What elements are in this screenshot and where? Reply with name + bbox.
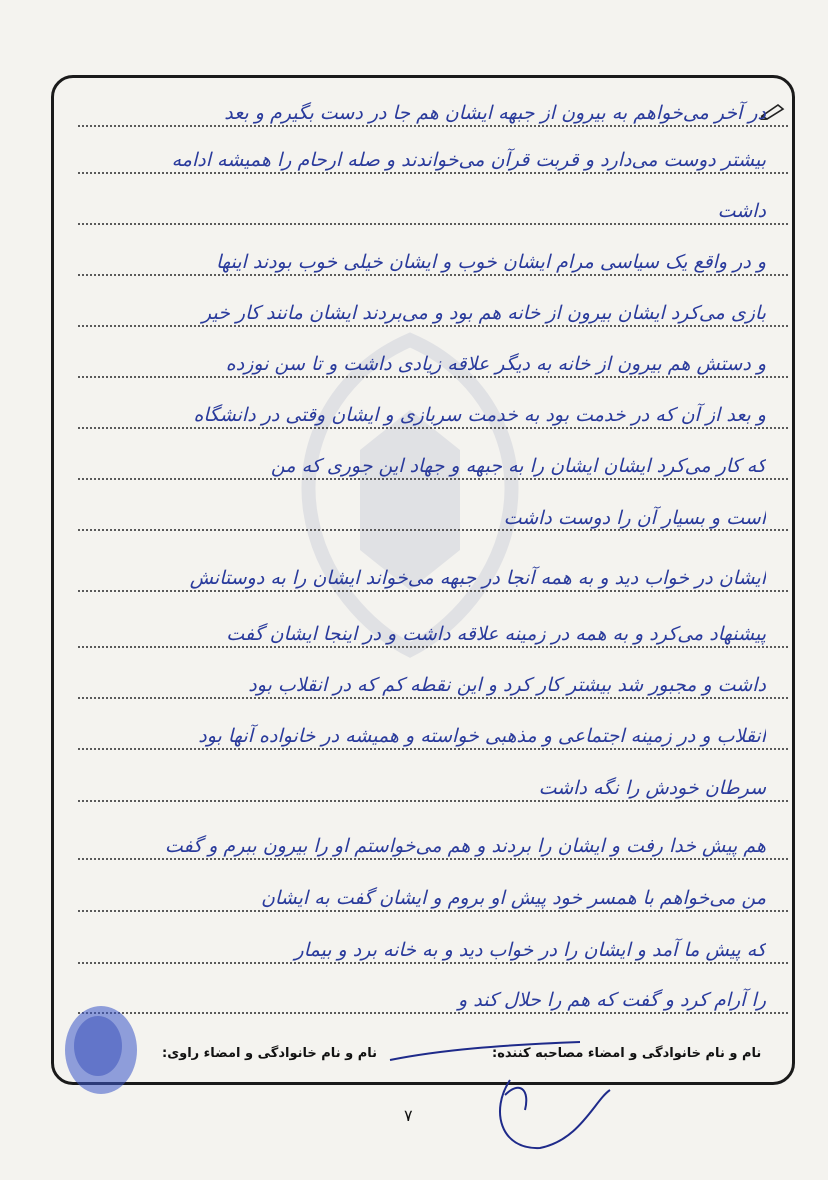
handwritten-line: انقلاب و در زمینه اجتماعی و مذهبی خواسته و همیشه در خانواده آنها بود (198, 725, 766, 747)
handwritten-line: داشت (717, 200, 766, 222)
handwritten-line: در آخر می‌خواهم به بیرون از جبهه ایشان هم جا در دست بگیرم و بعد (224, 102, 766, 124)
handwritten-line: را آرام کرد و گفت که هم را حلال کند و (458, 989, 766, 1011)
ink-stamp (56, 1000, 146, 1100)
handwritten-line: و دستش هم بیرون از خانه به دیگر علاقه زیادی داشت و تا سن نوزده (225, 353, 766, 375)
handwritten-line: پیشنهاد می‌کرد و به همه در زمینه علاقه داشت و در اینجا ایشان گفت (226, 623, 766, 645)
handwritten-line: که پیش ما آمد و ایشان را در خواب دید و به خانه برد و بیمار (294, 939, 766, 961)
handwritten-line: و در واقع یک سیاسی مرام ایشان خوب و ایشان خیلی خوب بودند اینها (215, 251, 766, 273)
handwritten-signature (380, 1020, 620, 1160)
handwritten-line: داشت و مجبور شد بیشتر کار کرد و این نقطه کم که در انقلاب بود (248, 674, 766, 696)
narrator-signature-label: نام و نام خانوادگی و امضاء راوی: (162, 1046, 377, 1061)
handwritten-line: بازی می‌کرد ایشان بیرون از خانه هم بود و می‌بردند ایشان مانند کار خیر (201, 302, 766, 324)
handwritten-line: بیشتر دوست می‌دارد و قربت قرآن می‌خواندند و صله ارحام را همیشه ادامه (171, 149, 766, 171)
handwritten-line: من می‌خواهم با همسر خود پیش او بروم و ایشان گفت به ایشان (260, 887, 766, 909)
handwritten-line: و بعد از آن که در خدمت بود به خدمت سربازی و ایشان وقتی در دانشگاه (193, 404, 766, 426)
handwritten-line: ایشان در خواب دید و به همه آنجا در جبهه می‌خواند ایشان را به دوستانش (189, 567, 766, 589)
handwritten-line: سرطان خودش را نگه داشت (538, 777, 766, 799)
interviewer-signature-label: نام و نام خانوادگی و امضاء مصاحبه کننده: (492, 1046, 762, 1061)
handwritten-line: که کار می‌کرد ایشان ایشان را به جبهه و جهاد این جوری که من (270, 455, 766, 477)
handwritten-line: است و بسیار آن را دوست داشت (503, 507, 766, 529)
handwritten-line: هم پیش خدا رفت و ایشان را بردند و هم می‌خواستم او را بیرون ببرم و گفت (164, 835, 766, 857)
page-number: ۷ (404, 1106, 413, 1125)
